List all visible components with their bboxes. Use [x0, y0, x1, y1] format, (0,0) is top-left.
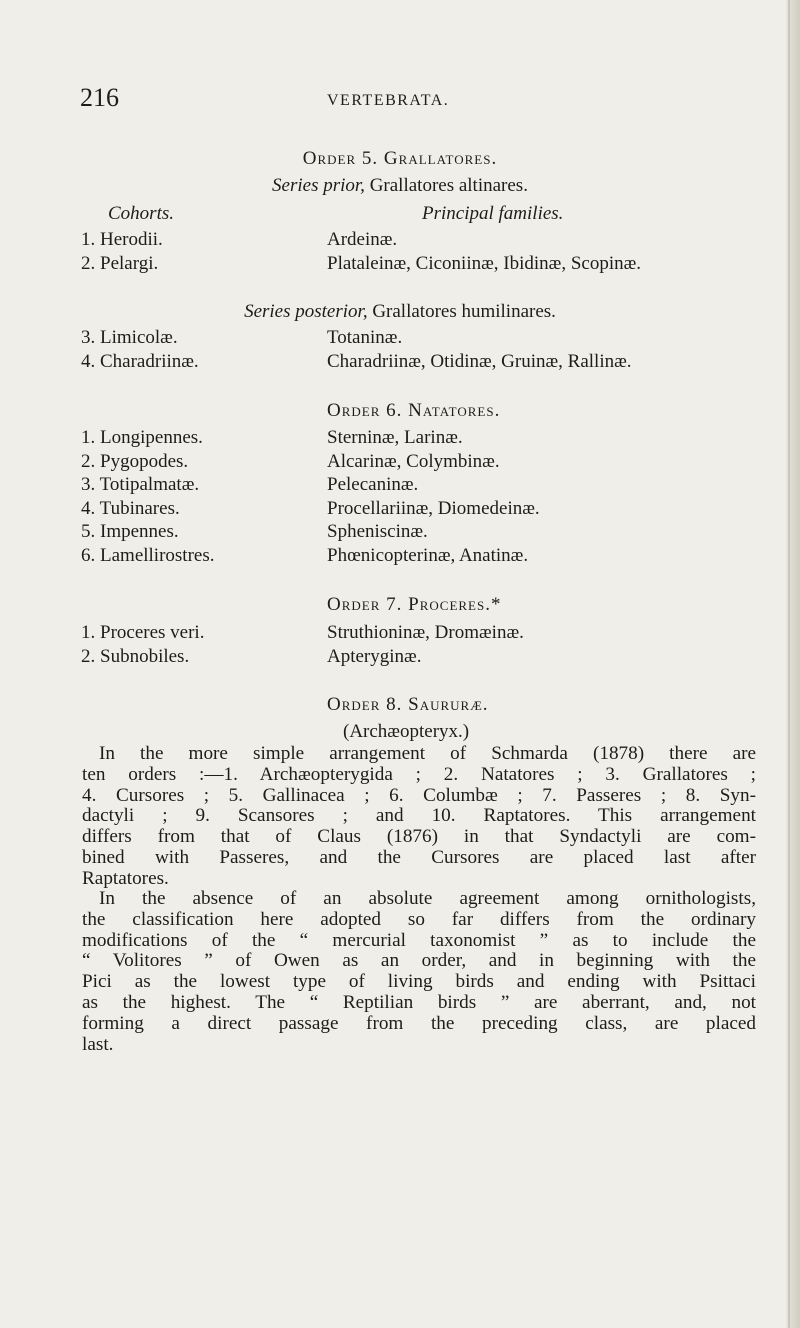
families-impennes: Spheniscinæ.: [327, 521, 428, 542]
text-line: ten orders :—1. Archæopterygida ; 2. Natatores ; 3. Grallatores ;: [82, 763, 756, 785]
text-line: as the highest. The “ Reptilian birds ” are aberrant, and, not: [82, 991, 756, 1013]
text-line: bined with Passeres, and the Cursores are placed last after: [82, 846, 756, 868]
running-title: VERTEBRATA.: [327, 92, 450, 109]
page-edge-line: [788, 0, 790, 1328]
order-8-subheading: (Archæopteryx.): [343, 721, 470, 742]
families-proceres-veri: Struthioninæ, Dromæinæ.: [327, 622, 524, 643]
series-prior-label: Series prior,: [272, 175, 365, 196]
series-prior-line: [0, 175, 800, 197]
series-posterior-text: Grallatores humilinares.: [372, 301, 556, 322]
cohort-limicolae: 3. Limicolæ.: [81, 327, 178, 348]
cohort-pygopodes: 2. Pygopodes.: [81, 451, 189, 472]
series-prior-text: Grallatores altinares.: [369, 175, 528, 196]
series-posterior-label: Series posterior,: [244, 301, 368, 322]
cohort-pelargi: 2. Pelargi.: [81, 253, 159, 274]
page-number: 216: [80, 83, 119, 112]
families-label: Principal families.: [422, 203, 564, 224]
cohort-subnobiles: 2. Subnobiles.: [81, 646, 190, 667]
cohort-proceres-veri: 1. Proceres veri.: [81, 622, 205, 643]
families-totipalmatae: Pelecaninæ.: [327, 474, 419, 495]
families-subnobiles: Apteryginæ.: [327, 646, 422, 667]
text-line: 4. Cursores ; 5. Gallinacea ; 6. Columbæ ; 7. Passeres ; 8. Syn-: [82, 784, 756, 806]
text-line: Pici as the lowest type of living birds and ending with Psittaci: [82, 971, 756, 993]
families-longipennes: Sterninæ, Larinæ.: [327, 427, 463, 448]
families-herodii: Ardeinæ.: [327, 229, 398, 250]
text-line: modifications of the “ mercurial taxonomist ” as to include the: [82, 929, 756, 951]
text-line: dactyli ; 9. Scansores ; and 10. Raptatores. This arrangement: [82, 805, 756, 827]
families-pygopodes: Alcarinæ, Colymbinæ.: [327, 451, 500, 472]
cohort-totipalmatae: 3. Totipalmatæ.: [81, 474, 200, 495]
families-lamellirostres: Phœnicopterinæ, Anatinæ.: [327, 545, 529, 566]
text-line: forming a direct passage from the preceding class, are placed: [82, 1012, 756, 1034]
cohort-lamellirostres: 6. Lamellirostres.: [81, 545, 215, 566]
cohort-herodii: 1. Herodii.: [81, 229, 163, 250]
order-5-heading: Order 5. Grallatores.: [302, 148, 498, 169]
families-limicolae: Totaninæ.: [327, 327, 403, 348]
text-line: “ Volitores ” of Owen as an order, and in beginning with the: [82, 950, 756, 972]
order-8-heading: Order 8. Saururæ.: [327, 694, 489, 715]
families-pelargi: Plataleinæ, Ciconiinæ, Ibidinæ, Scopinæ.: [327, 253, 642, 274]
text-line: differs from that of Claus (1876) in that Syndactyli are com-: [82, 826, 756, 848]
text-line: Raptatores.: [82, 867, 169, 889]
series-posterior-line: [0, 301, 800, 323]
text-line: In the absence of an absolute agreement among ornithologists,: [99, 888, 756, 909]
cohort-tubinares: 4. Tubinares.: [81, 498, 180, 519]
families-charadriinae: Charadriinæ, Otidinæ, Gruinæ, Rallinæ.: [327, 351, 632, 372]
text-line: In the more simple arrangement of Schmarda (1878) there are: [99, 743, 756, 764]
cohort-charadriinae: 4. Charadriinæ.: [81, 351, 199, 372]
paragraph-schmarda: [82, 744, 756, 890]
cohort-longipennes: 1. Longipennes.: [81, 427, 203, 448]
order-7-heading: Order 7. Proceres.*: [327, 594, 502, 615]
families-tubinares: Procellariinæ, Diomedeinæ.: [327, 498, 540, 519]
text-line: last.: [82, 1033, 114, 1055]
cohort-impennes: 5. Impennes.: [81, 521, 179, 542]
paragraph-classification: [82, 889, 756, 1055]
order-6-heading: Order 6. Natatores.: [327, 400, 501, 421]
cohorts-label: Cohorts.: [108, 203, 174, 224]
text-line: the classification here adopted so far differs from the ordinary: [82, 908, 756, 930]
